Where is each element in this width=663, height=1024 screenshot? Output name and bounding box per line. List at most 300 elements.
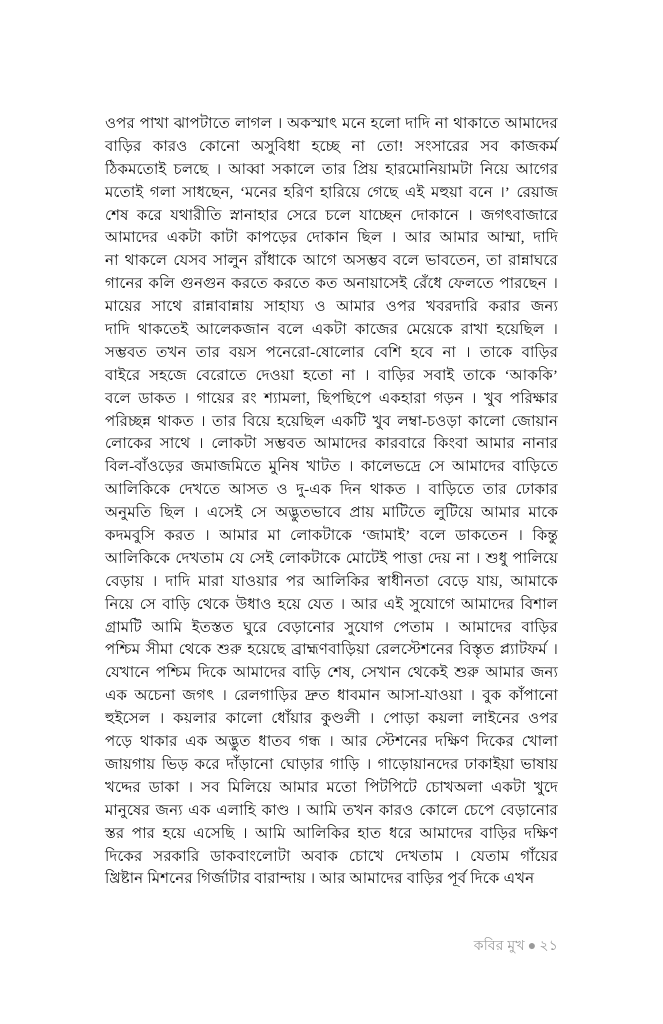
word: ধোঁয়ার (271, 710, 313, 728)
word: গ্রামটি (105, 618, 142, 636)
word: করার (488, 298, 521, 316)
word: মুনিষ (268, 458, 299, 476)
word: । (465, 343, 471, 361)
word: আমার (336, 298, 376, 316)
word: সীমা (145, 641, 173, 659)
word: মানুষের (105, 801, 150, 819)
word: আগে (302, 252, 337, 270)
word: ।’ (499, 183, 510, 201)
word: । (443, 618, 450, 636)
word: ব্রাহ্মণবাড়িয়া (291, 641, 370, 659)
word: হরিণ (283, 183, 314, 201)
body-text-block (105, 113, 558, 891)
word: বনে (469, 183, 493, 201)
word: । (328, 733, 334, 751)
word: দেখতাম (394, 847, 443, 865)
word: যেতাম (470, 847, 510, 865)
word: কত (315, 275, 338, 293)
word: ফেলতে (447, 275, 494, 293)
text-line (105, 411, 558, 434)
word: পর (286, 572, 305, 590)
word: । (192, 504, 199, 522)
word: আমার (279, 778, 319, 796)
word: ধরে (388, 824, 412, 842)
word: হাত (357, 824, 382, 842)
word: । (552, 321, 558, 339)
word: সালুন (213, 252, 248, 270)
word: বিয়ে (242, 412, 271, 430)
word: ‘মনের (239, 183, 277, 201)
word: সবাই (423, 366, 455, 384)
word: বলে (105, 389, 131, 407)
word: এক (185, 733, 208, 751)
word: মা (267, 527, 281, 545)
text-line (105, 800, 558, 823)
word: মিলিয়ে (227, 778, 272, 796)
word: হয়েছিল (276, 412, 325, 430)
text-line (105, 708, 558, 731)
word: এসেই (206, 504, 243, 522)
word: সে (428, 458, 445, 476)
word: তো! (376, 137, 404, 155)
word: দাদি (165, 572, 191, 590)
word: লোকটা (211, 435, 257, 453)
word: । (414, 481, 421, 499)
word: পোড়া (383, 710, 420, 728)
word: খুদে (533, 778, 558, 796)
text-line (105, 296, 558, 319)
word: সম্ভবত (105, 343, 147, 361)
footer-page-number: ২১ (539, 939, 558, 954)
word: ডাকবাংলোটা (210, 847, 291, 865)
word: দু-এক (296, 481, 332, 499)
word: ও (276, 481, 288, 499)
word: গুনগুন (180, 275, 226, 293)
word: প্ল্যাটফর্ম (499, 641, 547, 659)
word: । (474, 549, 481, 567)
word: কোনো (198, 137, 240, 155)
word: আমাদের (461, 595, 515, 613)
word: রেঁধে (412, 275, 443, 293)
word: কিন্তু (532, 527, 558, 545)
word: করে (136, 206, 162, 224)
word: মেয়েকে (406, 321, 453, 339)
word: দাদি (105, 321, 130, 339)
word: তাকে (463, 366, 496, 384)
word: দেয় (427, 549, 451, 567)
word: কোলে (419, 801, 458, 819)
word: কাপড়ের (246, 229, 298, 247)
word: সংসারের (415, 137, 469, 155)
word: আমাদের (233, 664, 287, 682)
word: থেকে (178, 641, 212, 659)
word: । (347, 458, 354, 476)
word: জায়গায় (105, 755, 156, 773)
word: করে (194, 755, 220, 773)
word: বিস্তৃত (459, 641, 495, 659)
word: লুটিয়ে (433, 504, 473, 522)
word: অদ্ভুতভাবে (275, 504, 342, 522)
word: ঠিকমতোই (105, 160, 167, 178)
word: ভাবতেন, (425, 252, 480, 270)
word: দিন (339, 481, 362, 499)
word: বিশাল (520, 595, 558, 613)
word: জমাজমিতে (190, 458, 262, 476)
word: লাইনের (472, 710, 520, 728)
word: থাকত (369, 481, 407, 499)
word: রান্নাবান্নায় (192, 298, 254, 316)
word: দ্রুত (305, 687, 330, 705)
word: । (365, 755, 372, 773)
text-line (105, 617, 558, 640)
word: বেড়ায় (105, 572, 144, 590)
word: ধাতব (258, 733, 292, 751)
word: গাড়ি (329, 755, 360, 773)
word: ওপর (528, 710, 558, 728)
word: বাড়িতে (512, 458, 558, 476)
word: নিয়ে (105, 595, 134, 613)
word: ডাকত (138, 389, 176, 407)
word: কাজকর্ম (510, 137, 558, 155)
word: হলো (370, 115, 401, 132)
word: সে (250, 504, 267, 522)
word: আর (404, 229, 432, 247)
text-line (105, 159, 558, 182)
word: আমি (151, 618, 183, 636)
word: কাজের (354, 321, 398, 339)
word: রাখা (460, 321, 488, 339)
word: দক্ষিণ (435, 733, 469, 751)
text-line (105, 388, 558, 411)
word: লম্বা-চওড়া (397, 412, 462, 430)
word: হচ্ছে (311, 137, 341, 155)
text-line (105, 182, 558, 205)
word: কাণ্ড (261, 801, 290, 819)
word: চেপে (463, 801, 495, 819)
word: কারও (378, 801, 414, 819)
word: । (339, 595, 346, 613)
word: দক্ষিণ (524, 824, 558, 842)
word: থাকতেই (137, 321, 189, 339)
word: আমার (219, 527, 259, 545)
word: পালিয়ে (512, 549, 558, 567)
word: । (215, 160, 222, 178)
word: আর (341, 733, 368, 751)
word: পাখা (139, 115, 169, 132)
word: শেষ, (327, 664, 355, 682)
word: পারছেন (499, 275, 547, 293)
word: না (341, 366, 356, 384)
word: পনেরো-ষোলোর (265, 343, 365, 361)
word: এক (188, 801, 211, 819)
word: আমাকে (510, 572, 558, 590)
word: লোকটাকে (278, 549, 341, 567)
word: হয়ে (277, 595, 301, 613)
text-line (105, 227, 558, 250)
word: অবাক (301, 847, 338, 865)
word: তার (212, 412, 237, 430)
word: স্টেশনের (375, 733, 428, 751)
word: । (158, 710, 165, 728)
word: তার (321, 160, 346, 178)
word: আগের (515, 160, 558, 178)
word: কারবারে (375, 435, 426, 453)
word: খুব (372, 412, 391, 430)
word: । (309, 870, 316, 888)
word: আব্বা (228, 160, 265, 178)
word: তখন (156, 343, 187, 361)
word: হয়ে (162, 824, 186, 842)
word: না (434, 115, 449, 132)
word: পশ্চিম (155, 664, 192, 682)
word: একটা (166, 229, 202, 247)
word: বেড়ে (437, 572, 469, 590)
word: দাদি (405, 115, 430, 132)
word: গানের (105, 275, 143, 293)
text-line (105, 777, 558, 800)
word: রেয়াজ (516, 183, 558, 201)
text-line (105, 525, 558, 548)
word: সুযোগ (344, 618, 384, 636)
text-line (105, 846, 558, 869)
word: আমার (485, 664, 525, 682)
word: কালো (468, 412, 505, 430)
word: খবরদারি (426, 298, 478, 316)
word: আলিকির (312, 572, 370, 590)
word: ও (314, 298, 326, 316)
word: তখন (342, 801, 374, 819)
main-paragraph (105, 113, 558, 891)
word: কালেভদ্রে (360, 458, 421, 476)
word: দিকের (476, 733, 515, 751)
word: । (471, 389, 477, 407)
word: । (183, 389, 189, 407)
word: বেড়ানোর (276, 618, 335, 636)
word: চোখঅলা (425, 778, 483, 796)
page-footer (105, 938, 558, 956)
word: আলেকজান (196, 321, 270, 339)
word: কয়লা (428, 710, 464, 728)
word: জোয়ান (511, 412, 558, 430)
text-line (105, 273, 558, 296)
word: ডাকা (148, 778, 180, 796)
word: বাড়ির (480, 824, 517, 842)
word: আলিকিকে (105, 481, 171, 499)
word: অদ্ভুত (214, 733, 251, 751)
word: মিশনের (147, 870, 193, 888)
word: দেওয়া (255, 366, 295, 384)
word: কয়লার (173, 710, 217, 728)
word: রান্নাঘরে (508, 252, 558, 270)
word: । (204, 527, 210, 545)
word: আমাদের (314, 435, 368, 453)
word: দিকের (105, 847, 143, 865)
word: বাড়ি (162, 595, 191, 613)
word: জন্য (530, 664, 558, 682)
word: আলিকির (293, 824, 350, 842)
text-line (105, 250, 558, 273)
word: সুযোগে (409, 595, 455, 613)
word: মহুয়া (430, 183, 463, 201)
word: বারান্দায় (254, 870, 306, 888)
word: সাধছেন, (182, 183, 234, 201)
text-line (105, 594, 558, 617)
word: তার (195, 343, 220, 361)
word: লোকটাকে (290, 527, 352, 545)
word: গাঁয়ের (520, 847, 558, 865)
word: ছিল (159, 504, 185, 522)
word: ছিপছিপে (317, 389, 372, 407)
word: সরকারি (153, 847, 200, 865)
word: তাকে (479, 343, 513, 361)
word: । (221, 687, 227, 705)
word: ‘জামাই’ (361, 527, 411, 545)
word: আলিকিকে (105, 549, 171, 567)
word: থাকত (157, 412, 194, 430)
text-line (105, 479, 558, 502)
word: চোখে (348, 847, 384, 865)
word: কাঁপানো (508, 687, 558, 705)
word: আমার (475, 435, 515, 453)
word: একটা (490, 778, 526, 796)
word: আমাদের (504, 115, 558, 132)
word: । (276, 115, 283, 132)
word: অসুবিধা (251, 137, 301, 155)
word: হুইসেল (105, 710, 151, 728)
word: । (467, 206, 473, 224)
word: খুব (483, 389, 503, 407)
word: শেষ (105, 206, 129, 224)
word: । (242, 824, 248, 842)
word: স্বাধীনতা (377, 572, 429, 590)
text-line (105, 823, 558, 846)
word: মতোই (105, 183, 144, 201)
word: বাড়ি (292, 664, 321, 682)
word: এই (404, 183, 425, 201)
word: থাকার (139, 733, 178, 751)
word: যাওয়ার (231, 572, 278, 590)
word: দেখতাম (175, 549, 224, 567)
word: রং (241, 389, 257, 407)
word: আমাদের (419, 824, 473, 842)
text-line (105, 731, 558, 754)
word: গাড়োয়ানদের (377, 755, 459, 773)
word: মোটেই (345, 549, 388, 567)
word: বাড়িতে (428, 481, 475, 499)
word: বিল-বাঁওড়ের (105, 458, 184, 476)
word: চলছে (173, 160, 209, 178)
word: প্রায় (349, 504, 375, 522)
word: না (105, 252, 119, 270)
word: না (351, 137, 366, 155)
word: আমি (306, 801, 337, 819)
word: আমাদের (349, 870, 403, 888)
word: । (151, 572, 158, 590)
word: আমি (255, 824, 286, 842)
word: স্তর (105, 824, 125, 842)
word: যেখানে (105, 664, 150, 682)
word: এলাহি (216, 801, 256, 819)
word: ওপর (105, 115, 135, 132)
word: মতো (326, 778, 357, 796)
word: যে (229, 549, 244, 567)
word: গেছে (366, 183, 399, 201)
word: গির্জাটার (196, 870, 251, 888)
word: আমাদের (105, 229, 158, 247)
word: বলে (277, 321, 304, 339)
word: কুণ্ডলী (320, 710, 361, 728)
text-line (105, 639, 558, 662)
word: শুরু (454, 664, 479, 682)
word: কারও (152, 137, 188, 155)
word: পাত্তা (392, 549, 423, 567)
word: পড়ে (105, 733, 133, 751)
word: বাড়ির (378, 366, 415, 384)
word: দেখতে (178, 481, 221, 499)
word: চলে (325, 206, 351, 224)
word: । (453, 847, 460, 865)
text-line (105, 754, 558, 777)
text-line (105, 571, 558, 594)
word: । (200, 412, 206, 430)
word: ধাবমান (337, 687, 381, 705)
word: । (364, 366, 370, 384)
footer-separator: ● (527, 939, 537, 954)
word: বাড়ির (406, 870, 444, 888)
word: সেখান (360, 664, 401, 682)
word: এখন (503, 870, 535, 888)
word: । (390, 229, 397, 247)
word: আমার (481, 504, 521, 522)
word: সে (139, 595, 156, 613)
word: ঘোড়ার (279, 755, 324, 773)
word: আসত (228, 481, 268, 499)
word: ঘুরে (243, 618, 267, 636)
word: মনে (342, 115, 366, 132)
word: জগৎবাজারে (481, 206, 558, 224)
word: তা (486, 252, 502, 270)
word: স্নানাহার (229, 206, 279, 224)
word: গায়ের (196, 389, 235, 407)
word: এক (105, 687, 128, 705)
text-line (105, 365, 558, 388)
word: মাকে (528, 504, 558, 522)
word: মায়ের (105, 298, 142, 316)
word: বলে (419, 527, 446, 545)
word: কাটা (210, 229, 238, 247)
word: পরিচ্ছন্ন (105, 412, 152, 430)
word: সেরে (286, 206, 318, 224)
word: একটা (311, 321, 347, 339)
word: থাকলে (124, 252, 168, 270)
word: । (552, 275, 558, 293)
word: দাদি (533, 229, 558, 247)
word: ডাকতেন (455, 527, 509, 545)
word: ‘আককি’ (504, 366, 558, 384)
text-line (105, 433, 558, 456)
word: দাঁড়ানো (226, 755, 274, 773)
word: থেকে (196, 595, 230, 613)
text-line (105, 685, 558, 708)
word: করত (164, 527, 195, 545)
word: আসা-যাওয়া (387, 687, 463, 705)
word: ঢোকার (515, 481, 558, 499)
word: বেড়ানোর (500, 801, 558, 819)
word: বলে (393, 252, 419, 270)
word: করতে (273, 275, 310, 293)
word: । (552, 641, 558, 659)
word: গন্ধ (298, 733, 321, 751)
